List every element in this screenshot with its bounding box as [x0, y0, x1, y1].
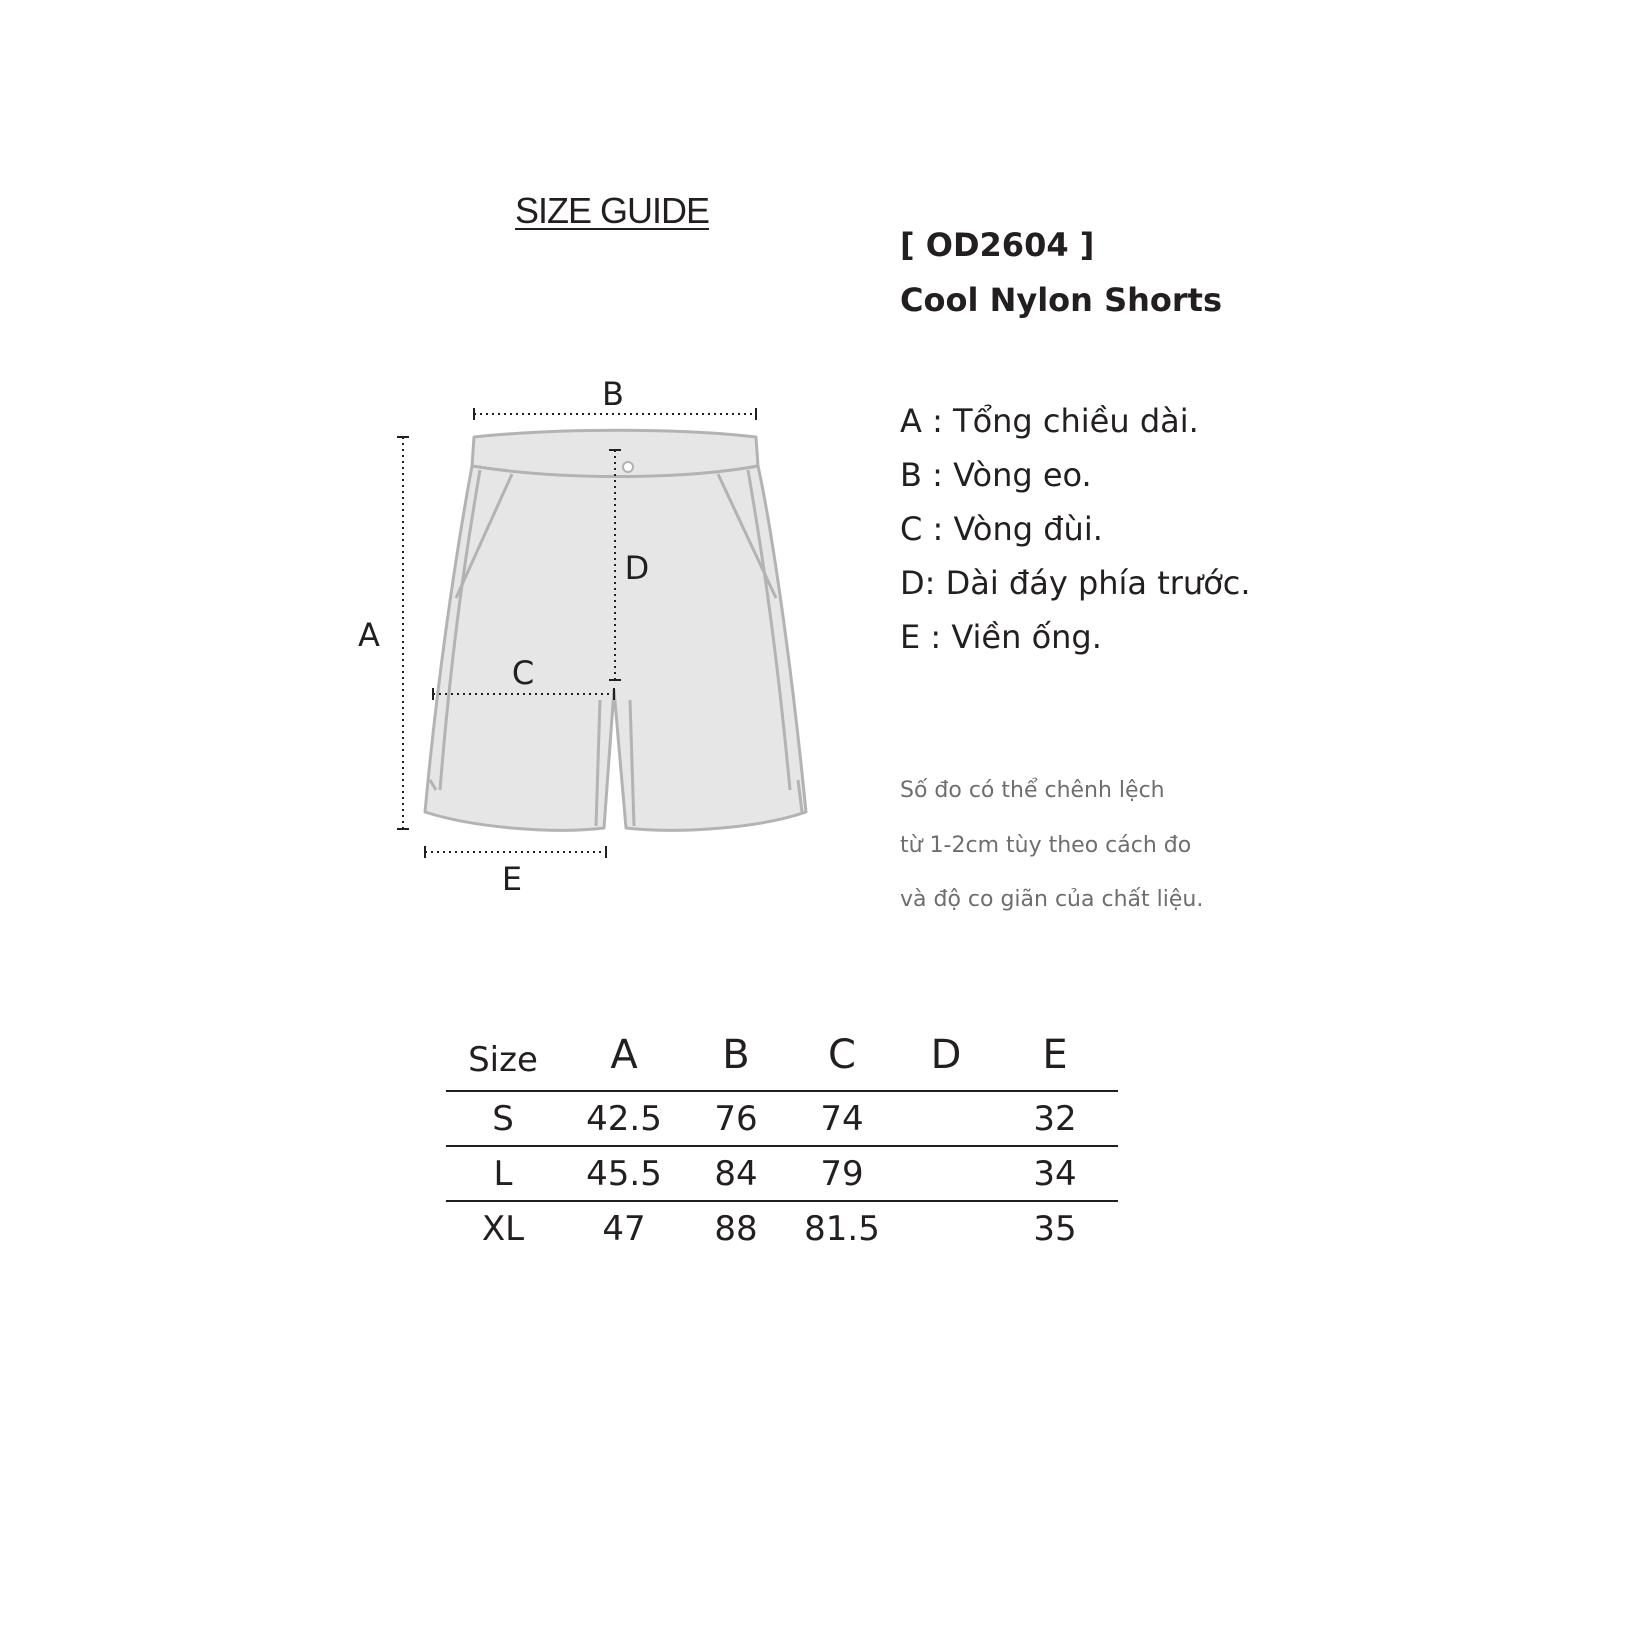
table-cell: 79: [784, 1146, 900, 1201]
shorts-measurement-diagram: [340, 370, 820, 900]
table-row: [446, 1201, 1118, 1255]
table-cell: [900, 1201, 992, 1255]
table-cell: 74: [784, 1091, 900, 1146]
product-name: Cool Nylon Shorts: [900, 281, 1223, 319]
table-cell: 42.5: [560, 1091, 688, 1146]
column-header-b: B: [722, 1032, 750, 1078]
size-guide-title: SIZE GUIDE: [515, 190, 710, 231]
measurement-note-line: và độ co giãn của chất liệu.: [900, 887, 1204, 912]
table-cell: [900, 1091, 992, 1146]
table-cell: 34: [992, 1146, 1118, 1201]
table-cell: 45.5: [560, 1146, 688, 1201]
table-row: [446, 1146, 1118, 1201]
measurement-note-line: từ 1-2cm tùy theo cách đo: [900, 833, 1192, 858]
size-table: [446, 1012, 1118, 1255]
table-cell: L: [446, 1146, 560, 1201]
table-cell: 88: [688, 1201, 784, 1255]
table-cell: S: [446, 1091, 560, 1146]
legend-item-e: E : Viền ống.: [900, 618, 1102, 656]
table-cell: [900, 1146, 992, 1201]
table-cell: 76: [688, 1091, 784, 1146]
legend-item-b: B : Vòng eo.: [900, 456, 1092, 494]
diagram-label-a: A: [358, 616, 380, 654]
table-cell: 32: [992, 1091, 1118, 1146]
table-header-row: [446, 1012, 1118, 1091]
measurement-note-line: Số đo có thể chênh lệch: [900, 778, 1165, 803]
product-code: [ OD2604 ]: [900, 226, 1095, 264]
diagram-label-e: E: [501, 860, 523, 898]
column-header-a: A: [610, 1032, 638, 1078]
table-cell: 81.5: [784, 1201, 900, 1255]
waist-button: [623, 462, 633, 472]
table-cell: XL: [446, 1201, 560, 1255]
legend-item-c: C : Vòng đùi.: [900, 510, 1103, 548]
table-cell: 35: [992, 1201, 1118, 1255]
table-cell: 84: [688, 1146, 784, 1201]
diagram-label-d: D: [624, 549, 650, 587]
table-cell: 47: [560, 1201, 688, 1255]
diagram-label-b: B: [602, 375, 624, 413]
legend-item-a: A : Tổng chiều dài.: [900, 402, 1199, 440]
column-header-e: E: [1042, 1032, 1068, 1078]
column-header-d: D: [930, 1032, 962, 1078]
diagram-label-c: C: [511, 654, 535, 692]
table-row: [446, 1091, 1118, 1146]
column-header-c: C: [828, 1032, 856, 1078]
column-header-size: Size: [468, 1040, 538, 1080]
legend-item-d: D: Dài đáy phía trước.: [900, 564, 1251, 602]
